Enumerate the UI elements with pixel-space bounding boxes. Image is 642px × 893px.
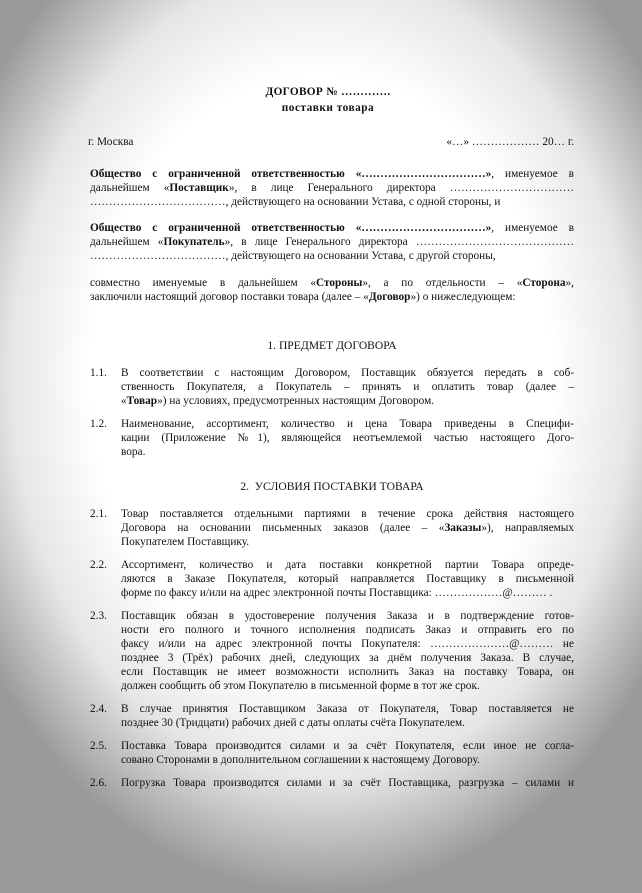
item-number: 2.2. xyxy=(90,559,107,571)
item-2-2-line-3: форме по факсу и/или на адрес электронной почты Поставщика: ………………@……… . xyxy=(121,587,553,599)
buyer-line-3: ………………………………, действующего на основании Устава, с другой стороны, xyxy=(90,250,496,262)
item-1-2-line-2: кации (Приложение №1), являющейся неотъемлемой частью настоящего Дого- xyxy=(121,432,574,444)
item-number: 1.2. xyxy=(90,418,107,430)
city: г. Москва xyxy=(88,136,134,148)
joint-line-1: совместно именуемые в дальнейшем «Стороны», а по отдельности – «Сторона», xyxy=(90,277,574,289)
item-1-1-line-1: В соответствии с настоящим Договором, Поставщик обязуется передать в соб- xyxy=(121,367,574,379)
item-2-6-line-1: Погрузка Товара производится силами и за счёт Поставщика, разгрузка – силами и xyxy=(121,777,574,789)
item-number: 2.3. xyxy=(90,610,107,622)
item-2-4-line-1: В случае принятия Поставщиком Заказа от Покупателя, Товар поставляется не xyxy=(121,703,574,715)
buyer-line-2: дальнейшем «Покупатель», в лице Генерального директора …………………………………… xyxy=(90,236,575,248)
document-title: ДОГОВОР № …………. xyxy=(265,86,391,98)
item-2-3-line-2: ности его полного и точного исполнения подписать Заказ и отправить его по xyxy=(121,624,574,636)
item-number: 2.4. xyxy=(90,703,107,715)
item-number: 1.1. xyxy=(90,367,107,379)
item-2-1-line-3: Покупателем Поставщику. xyxy=(121,536,250,548)
document-subtitle: поставки товара xyxy=(281,102,375,114)
item-2-1-line-2: Договора на основании письменных заказов (далее – «Заказы»), направляемых xyxy=(121,522,574,534)
joint-line-2: заключили настоящий договор поставки товара (далее – «Договор») о нижеследующем: xyxy=(90,291,516,303)
item-number: 2.6. xyxy=(90,777,107,789)
item-1-1-line-2: ственность Покупателя, а Покупатель – принять и оплатить товар (далее – xyxy=(121,381,574,393)
item-1-2-line-3: вора. xyxy=(121,446,146,458)
item-number: 2.1. xyxy=(90,508,107,520)
item-number: 2.5. xyxy=(90,740,107,752)
item-2-3-line-6: должен сообщить об этом Покупателю в письменной форме в тот же срок. xyxy=(121,680,480,692)
item-2-3-line-1: Поставщик обязан в удостоверение получения Заказа и в подтверждение готов- xyxy=(121,610,574,622)
section-1-heading: 1. ПРЕДМЕТ ДОГОВОРА xyxy=(267,339,397,352)
buyer-line-1: Общество с ограниченной ответственностью «……………………………», именуемое в xyxy=(90,222,574,234)
supplier-line-1: Общество с ограниченной ответственностью «……………………………», именуемое в xyxy=(90,168,574,180)
item-2-2-line-1: Ассортимент, количество и дата поставки конкретной партии Товара опреде- xyxy=(121,559,574,571)
item-2-4-line-2: позднее 30 (Тридцати) рабочих дней с даты оплаты счёта Покупателем. xyxy=(121,717,465,729)
item-1-2-line-1: Наименование, ассортимент, количество и цена Товара приведены в Специфи- xyxy=(121,418,574,430)
item-2-2-line-2: ляются в Заказе Покупателя, который направляется Поставщику в письменной xyxy=(121,573,574,585)
item-1-1-line-3: «Товар») на условиях, предусмотренных настоящим Договором. xyxy=(121,395,435,407)
item-2-3-line-3: факсу и/или на адрес электронной почты Покупателя: …………………@……… не xyxy=(121,638,574,650)
item-2-1-line-1: Товар поставляется отдельными партиями в течение срока действия настоящего xyxy=(121,508,574,520)
supplier-line-3: ………………………………, действующего на основании Устава, с одной стороны, и xyxy=(90,196,501,208)
supplier-line-2: дальнейшем «Поставщик», в лице Генерального директора …………………………… xyxy=(90,182,575,194)
item-2-3-line-4: позднее 3 (Трёх) рабочих дней, следующих за днём получения Заказа. В случае, xyxy=(121,652,574,664)
item-2-3-line-5: если Поставщик не имеет возможности исполнить Заказ на поставку Товара, он xyxy=(121,666,574,678)
item-2-5-line-1: Поставка Товара производится силами и за счёт Покупателя, если иное не согла- xyxy=(121,740,574,752)
contract-date: «…» ……………… 20… г. xyxy=(446,136,574,148)
section-2-heading: 2. УСЛОВИЯ ПОСТАВКИ ТОВАРА xyxy=(240,480,424,493)
item-2-5-line-2: совано Сторонами в дополнительном соглашении к настоящему Договору. xyxy=(121,754,480,766)
